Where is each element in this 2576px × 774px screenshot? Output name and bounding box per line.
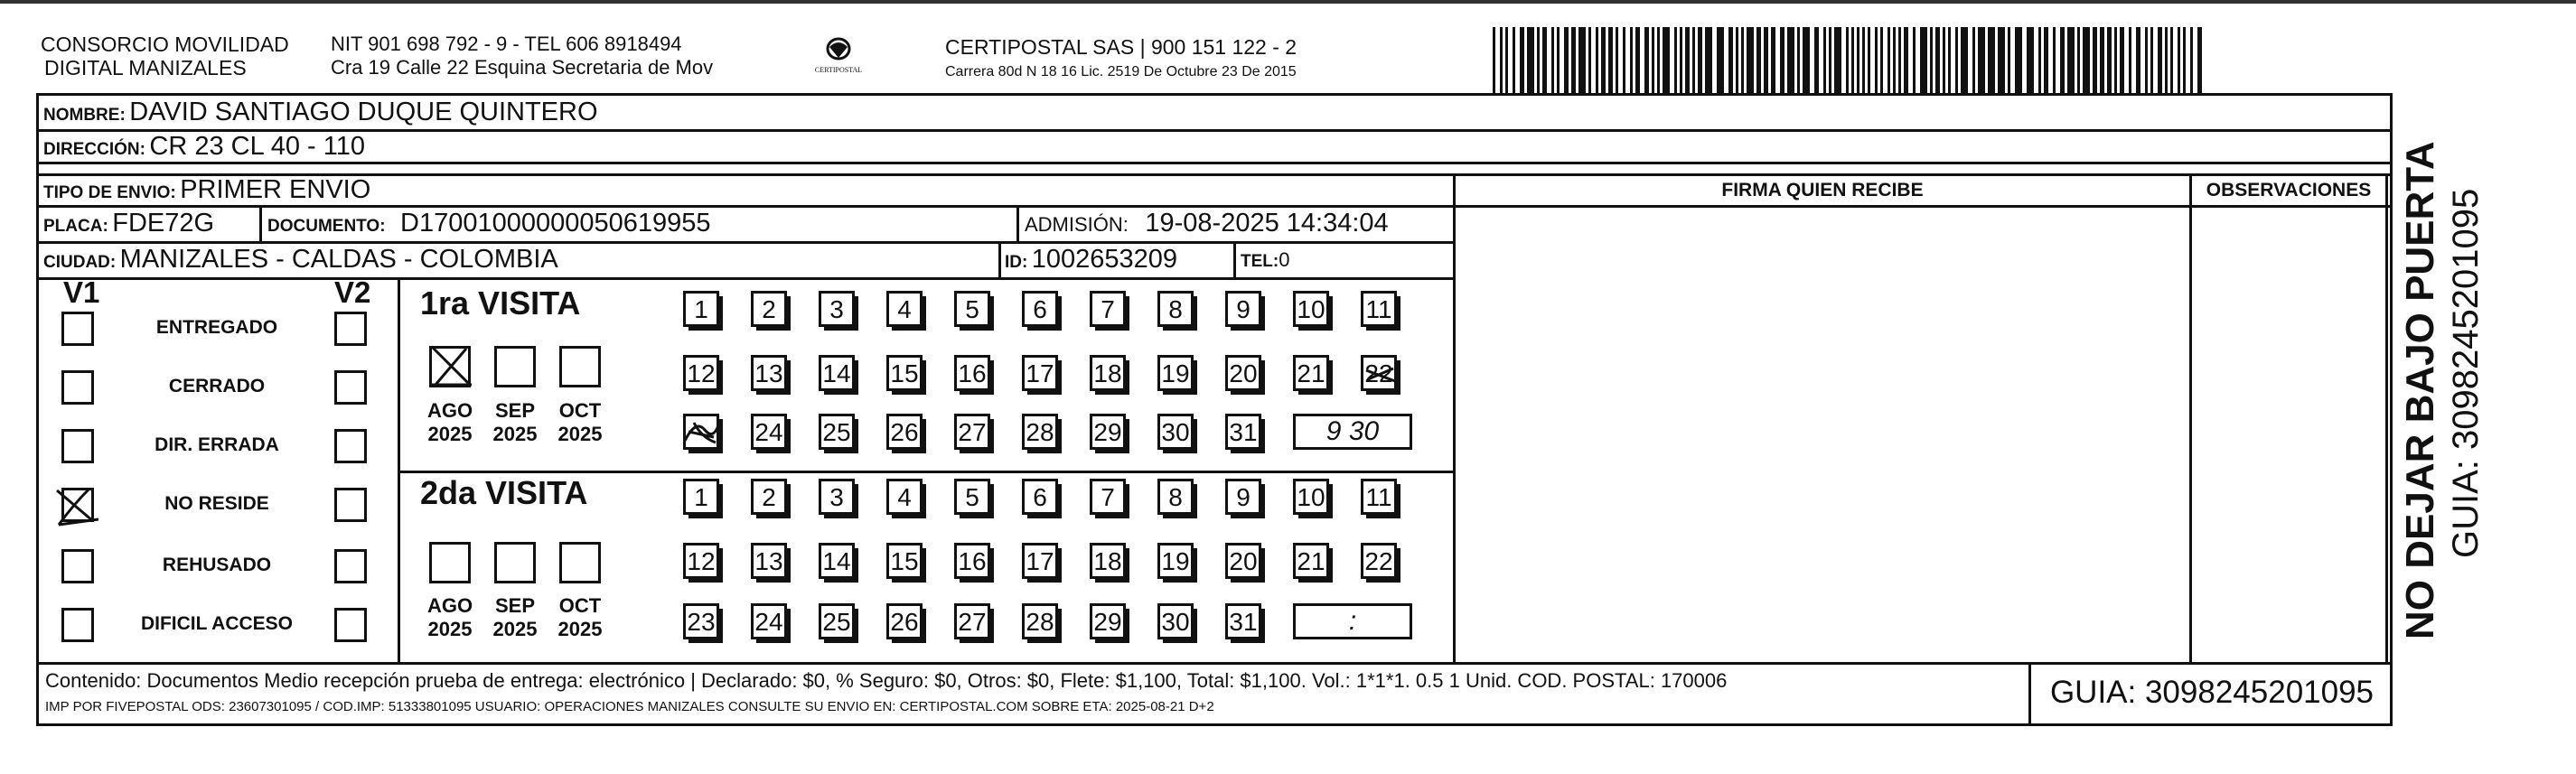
month-name: OCT — [558, 399, 602, 422]
barcode-bar — [1834, 27, 1841, 94]
status-label: REHUSADO — [162, 555, 272, 575]
row-divider — [1455, 205, 2393, 208]
day-box[interactable]: 29 — [1090, 414, 1126, 450]
barcode-bar — [1616, 27, 1618, 94]
v1-checkbox[interactable] — [61, 488, 94, 522]
barcode-bar — [1898, 27, 1901, 94]
company-line-1: CONSORCIO MOVILIDAD — [41, 33, 289, 56]
second-visit-title: 2da VISITA — [420, 474, 588, 511]
barcode-bar — [2107, 27, 2112, 94]
first-visit-title: 1ra VISITA — [420, 284, 581, 322]
day-box[interactable]: 26 — [886, 603, 923, 639]
barcode-bar — [1493, 27, 1495, 94]
barcode-bar — [1674, 27, 1677, 94]
logo-text: CERTIPOSTAL — [814, 66, 863, 74]
barcode-bar — [2165, 27, 2168, 94]
barcode-bar — [2170, 27, 2173, 94]
month-name: SEP — [494, 399, 536, 422]
id-value: 1002653209 — [1031, 245, 1178, 274]
company-name — [41, 33, 289, 79]
col-divider — [259, 205, 262, 241]
barcode-bar — [1520, 27, 1524, 94]
day-box[interactable]: 2 — [751, 479, 787, 515]
month-checkbox[interactable] — [494, 542, 536, 583]
barcode-bar — [1635, 27, 1640, 94]
col-divider — [1016, 205, 1019, 241]
status-label: ENTREGADO — [155, 317, 278, 338]
barcode-bar — [1623, 27, 1625, 94]
barcode-bar — [1943, 27, 1945, 94]
id-field — [1005, 243, 1177, 280]
company-address: Cra 19 Calle 22 Esquina Secretaria de Mov — [331, 56, 714, 79]
documento-field — [267, 207, 711, 244]
id-label: ID: — [1005, 253, 1028, 272]
day-box[interactable]: 14 — [819, 355, 855, 391]
barcode-bar — [1913, 27, 1916, 94]
row-divider — [36, 162, 2393, 164]
barcode-bar — [1998, 27, 2005, 94]
v1-checkbox[interactable] — [61, 549, 94, 583]
day-box[interactable]: 21 — [1293, 543, 1329, 579]
barcode-bar — [1500, 27, 1503, 94]
barcode-bar — [1736, 27, 1738, 94]
barcode-bar — [1537, 27, 1540, 94]
day-box[interactable]: 19 — [1157, 543, 1194, 579]
day-box[interactable]: 19 — [1157, 355, 1194, 391]
barcode-bar — [1920, 27, 1927, 94]
day-box[interactable]: 20 — [1225, 355, 1261, 391]
certipostal-logo — [811, 36, 866, 81]
barcode-bar — [2067, 27, 2075, 94]
month-checkbox[interactable] — [494, 346, 536, 387]
barcode-bar — [2060, 27, 2065, 94]
barcode-bar — [1955, 27, 1958, 94]
barcode-bar — [2027, 27, 2034, 94]
month-year: 2025 — [557, 618, 603, 640]
admision-value: 19-08-2025 14:34:04 — [1145, 209, 1389, 238]
v1-label: V1 — [63, 275, 100, 309]
day-box[interactable]: 22 — [1361, 543, 1397, 579]
tel-label: TEL: — [1241, 252, 1279, 271]
barcode-bar — [2038, 27, 2041, 94]
barcode-bar — [1680, 27, 1682, 94]
barcode-bar — [1685, 27, 1690, 94]
barcode-bar — [1564, 27, 1569, 94]
courier-info — [945, 34, 1297, 85]
barcode-bar — [2008, 27, 2010, 94]
barcode-bar — [2053, 27, 2056, 94]
col-divider — [1453, 173, 1456, 662]
placa-field — [43, 207, 214, 244]
barcode-bar — [1747, 27, 1754, 94]
day-box[interactable]: 17 — [1022, 543, 1058, 579]
day-box[interactable]: 15 — [886, 543, 923, 579]
contenido-line: Contenido: Documentos Medio recepción prueba de entrega: electrónico | Declarado: $0, % Seguro: $0, Otros: $0, Flete: $1,100, Total: $1,100. Vol.: 1*1*1. 0.5 1 Unid. COD. POSTAL: 170006 — [45, 669, 1728, 692]
day-box[interactable]: 9 — [1225, 479, 1261, 515]
barcode-bar — [1741, 27, 1744, 94]
barcode-bar — [1728, 27, 1733, 94]
barcode-bar — [1657, 27, 1660, 94]
barcode-bar — [2183, 27, 2186, 94]
month-year: 2025 — [427, 618, 473, 640]
ciudad-value: MANIZALES - CALDAS - COLOMBIA — [119, 245, 558, 274]
side-guia: GUIA: 3098245201095 — [2446, 188, 2486, 558]
barcode-bar — [1961, 27, 1968, 94]
day-box[interactable]: 3 — [819, 291, 855, 327]
barcode-bar — [1551, 27, 1554, 94]
tipo-envio-row — [43, 174, 370, 210]
barcode-bar — [1717, 27, 1724, 94]
barcode-bar — [1652, 27, 1654, 94]
day-box[interactable]: 24 — [751, 603, 787, 639]
tipo-envio-value: PRIMER ENVIO — [180, 175, 371, 204]
month-name: SEP — [494, 594, 536, 617]
company-line-2: DIGITAL MANIZALES — [44, 56, 247, 79]
day-box[interactable]: 5 — [954, 479, 990, 515]
barcode-bar — [1846, 27, 1849, 94]
barcode-bar — [2120, 27, 2124, 94]
v1-checkbox[interactable] — [61, 370, 94, 405]
month-checkbox[interactable] — [559, 542, 601, 583]
col-divider — [1233, 241, 1236, 277]
month-label — [418, 399, 482, 446]
day-box[interactable]: 8 — [1157, 291, 1194, 327]
barcode-bar — [1644, 27, 1649, 94]
day-box[interactable]: 12 — [683, 543, 719, 579]
company-nit: NIT 901 698 792 - 9 - TEL 606 8918494 — [331, 33, 682, 55]
company-contact — [331, 33, 713, 79]
day-box[interactable]: 24 — [751, 414, 787, 450]
day-box[interactable]: 30 — [1157, 603, 1194, 639]
barcode-bar — [1663, 27, 1670, 94]
barcode-bar — [1571, 27, 1576, 94]
barcode-bar — [1771, 27, 1775, 94]
barcode-bar — [1705, 27, 1712, 94]
barcode-bar — [2083, 27, 2090, 94]
day-box[interactable]: 18 — [1090, 543, 1126, 579]
barcode-bar — [1935, 27, 1940, 94]
day-box[interactable]: 2 — [751, 291, 787, 327]
barcode-bar — [1948, 27, 1951, 94]
admision-label: ADMISIÓN: — [1025, 213, 1129, 236]
barcode-bar — [1862, 27, 1865, 94]
day-box[interactable]: 11 — [1361, 479, 1397, 515]
footer-guia: GUIA: 3098245201095 — [2049, 675, 2375, 710]
barcode-bar — [1505, 27, 1508, 94]
barcode-bar — [1542, 27, 1547, 94]
side-warning: NO DEJAR BAJO PUERTA — [2398, 141, 2442, 639]
day-box[interactable]: 1 — [683, 479, 719, 515]
day-box[interactable]: 29 — [1090, 603, 1126, 639]
placa-label: PLACA: — [43, 217, 108, 236]
barcode-bar — [1888, 27, 1890, 94]
month-label — [483, 594, 547, 641]
ciudad-label: CIUDAD: — [43, 253, 117, 272]
barcode-bar — [1880, 27, 1883, 94]
nombre-row — [43, 96, 598, 133]
barcode-bar — [2158, 27, 2162, 94]
barcode-icon — [1491, 27, 2214, 94]
v1-checkbox[interactable] — [61, 608, 94, 642]
day-box[interactable]: 4 — [886, 479, 923, 515]
barcode-bar — [2100, 27, 2104, 94]
courier-address: Carrera 80d N 18 16 Lic. 2519 De Octubre 23 De 2015 — [945, 64, 1297, 79]
barcode-bar — [1513, 27, 1515, 94]
month-checkbox[interactable] — [429, 542, 471, 583]
barcode-bar — [1823, 27, 1826, 94]
barcode-bar — [2015, 27, 2022, 94]
day-box[interactable]: 20 — [1225, 543, 1261, 579]
barcode-bar — [1608, 27, 1613, 94]
month-name: AGO — [426, 399, 473, 422]
barcode-bar — [1596, 27, 1598, 94]
barcode-bar — [1851, 27, 1854, 94]
day-box[interactable]: 10 — [1293, 291, 1329, 327]
day-box[interactable]: 31 — [1225, 414, 1261, 450]
day-box[interactable]: 5 — [954, 291, 990, 327]
barcode-bar — [1857, 27, 1859, 94]
time-field[interactable]: 9 30 — [1293, 414, 1412, 450]
month-label — [548, 399, 612, 446]
month-checkbox[interactable] — [559, 346, 601, 387]
day-box[interactable]: 14 — [819, 543, 855, 579]
barcode-bar — [1988, 27, 1995, 94]
status-label: CERRADO — [168, 376, 266, 396]
check-x-icon — [53, 485, 102, 527]
barcode-bar — [1930, 27, 1933, 94]
day-box[interactable]: 27 — [954, 603, 990, 639]
documento-label: DOCUMENTO: — [267, 217, 386, 236]
barcode-bar — [2093, 27, 2097, 94]
time-field[interactable]: : — [1293, 603, 1412, 639]
barcode-bar — [2136, 27, 2140, 94]
day-box[interactable]: 8 — [1157, 479, 1194, 515]
v2-checkbox[interactable] — [334, 312, 367, 346]
firma-header: FIRMA QUIEN RECIBE — [1721, 180, 1924, 200]
v1-checkbox[interactable] — [61, 429, 94, 463]
barcode-bar — [2150, 27, 2153, 94]
month-label — [548, 594, 612, 641]
day-box[interactable]: 11 — [1361, 291, 1397, 327]
day-box[interactable]: 27 — [954, 414, 990, 450]
barcode-bar — [1868, 27, 1870, 94]
barcode-bar — [2197, 27, 2202, 94]
col-divider — [398, 277, 400, 662]
day-box[interactable]: 25 — [819, 414, 855, 450]
v2-checkbox[interactable] — [334, 488, 367, 522]
direccion-label: DIRECCIÓN: — [43, 140, 145, 159]
day-box[interactable]: 30 — [1157, 414, 1194, 450]
nombre-value: DAVID SANTIAGO DUQUE QUINTERO — [129, 98, 598, 126]
observaciones-header: OBSERVACIONES — [2206, 180, 2372, 200]
day-box[interactable]: 7 — [1090, 479, 1126, 515]
month-year: 2025 — [427, 423, 473, 445]
barcode-bar — [2044, 27, 2048, 94]
barcode-bar — [2129, 27, 2131, 94]
row-divider — [398, 471, 1455, 473]
barcode-bar — [1756, 27, 1761, 94]
day-box[interactable]: 3 — [819, 479, 855, 515]
tel-value: 0 — [1279, 248, 1290, 271]
day-box[interactable]: 28 — [1022, 414, 1058, 450]
barcode-bar — [1764, 27, 1768, 94]
barcode-bar — [2178, 27, 2180, 94]
barcode-bar — [2114, 27, 2117, 94]
day-box[interactable]: 16 — [954, 355, 990, 391]
day-box[interactable]: 6 — [1022, 291, 1058, 327]
day-box[interactable]: 9 — [1225, 291, 1261, 327]
month-label — [418, 594, 482, 641]
day-box[interactable]: 13 — [751, 355, 787, 391]
row-divider — [36, 662, 2393, 665]
barcode-bar — [1904, 27, 1908, 94]
day-box[interactable]: 13 — [751, 543, 787, 579]
day-box[interactable]: 26 — [886, 414, 923, 450]
barcode-bar — [1527, 27, 1534, 94]
scan-edge — [0, 0, 2576, 4]
barcode-bar — [2077, 27, 2080, 94]
day-box[interactable]: 25 — [819, 603, 855, 639]
status-label: DIFICIL ACCESO — [140, 613, 293, 634]
day-box[interactable]: 21 — [1293, 355, 1329, 391]
month-year: 2025 — [492, 423, 538, 445]
tel-field — [1241, 246, 1289, 277]
day-box[interactable]: 7 — [1090, 291, 1126, 327]
barcode-bar — [1978, 27, 1985, 94]
day-box[interactable]: 4 — [886, 291, 923, 327]
barcode-bar — [2190, 27, 2193, 94]
ciudad-field — [43, 243, 558, 280]
day-box[interactable]: 22 — [1361, 355, 1397, 391]
col-divider — [998, 241, 1001, 277]
barcode-bar — [1875, 27, 1878, 94]
day-box[interactable]: 10 — [1293, 479, 1329, 515]
barcode-bar — [1630, 27, 1633, 94]
v2-label: V2 — [334, 275, 371, 309]
imp-line: IMP POR FIVEPOSTAL ODS: 23607301095 / COD.IMP: 51333801095 USUARIO: OPERACIONES MANIZALES CONSULTE SU ENVIO EN: CERTIPOSTAL.COM SOBRE ETA: 2025-08-21 D+2 — [45, 699, 1214, 714]
day-box[interactable]: 15 — [886, 355, 923, 391]
barcode-bar — [1803, 27, 1810, 94]
courier-name: CERTIPOSTAL SAS | 900 151 122 - 2 — [945, 35, 1297, 59]
direccion-value: CR 23 CL 40 - 110 — [149, 132, 365, 161]
barcode-bar — [1893, 27, 1896, 94]
month-year: 2025 — [492, 618, 538, 640]
status-label: DIR. ERRADA — [155, 434, 279, 455]
col-divider — [2189, 173, 2192, 662]
barcode-bar — [1972, 27, 1975, 94]
logo-icon — [820, 36, 857, 61]
direccion-row — [43, 130, 365, 167]
barcode-bar — [1787, 27, 1794, 94]
day-box[interactable]: 12 — [683, 355, 719, 391]
placa-value: FDE72G — [112, 209, 215, 238]
barcode-bar — [1780, 27, 1784, 94]
v2-checkbox[interactable] — [334, 608, 367, 642]
day-box[interactable]: 23 — [683, 603, 719, 639]
barcode-bar — [1601, 27, 1606, 94]
barcode-bar — [1692, 27, 1695, 94]
barcode-bar — [1578, 27, 1586, 94]
v2-checkbox[interactable] — [334, 549, 367, 583]
barcode-bar — [1698, 27, 1702, 94]
check-x-icon — [426, 343, 477, 390]
day-box[interactable]: 18 — [1090, 355, 1126, 391]
day-box[interactable]: 31 — [1225, 603, 1261, 639]
documento-value: D17001000000050619955 — [400, 209, 711, 238]
barcode-bar — [1588, 27, 1591, 94]
col-divider — [2385, 173, 2388, 662]
status-label: NO RESIDE — [164, 493, 269, 514]
day-box[interactable]: 28 — [1022, 603, 1058, 639]
month-name: OCT — [558, 594, 602, 617]
month-year: 2025 — [557, 423, 603, 445]
nombre-label: NOMBRE: — [43, 106, 126, 125]
day-box[interactable]: 1 — [683, 291, 719, 327]
v2-checkbox[interactable] — [334, 429, 367, 463]
month-label — [483, 399, 547, 446]
day-box[interactable]: 6 — [1022, 479, 1058, 515]
month-name: AGO — [426, 594, 473, 617]
scribble-mark — [679, 410, 723, 450]
v1-checkbox[interactable] — [61, 312, 94, 346]
day-box[interactable]: 17 — [1022, 355, 1058, 391]
v2-checkbox[interactable] — [334, 370, 367, 405]
barcode-bar — [1557, 27, 1560, 94]
day-box[interactable]: 16 — [954, 543, 990, 579]
barcode-bar — [2145, 27, 2148, 94]
barcode-bar — [1814, 27, 1819, 94]
admision-field — [1025, 207, 1389, 244]
strike-mark — [1363, 361, 1399, 388]
tipo-envio-label: TIPO DE ENVIO: — [43, 183, 176, 202]
barcode-bar — [1829, 27, 1831, 94]
month-checkbox[interactable] — [429, 346, 471, 387]
barcode-bar — [1797, 27, 1800, 94]
